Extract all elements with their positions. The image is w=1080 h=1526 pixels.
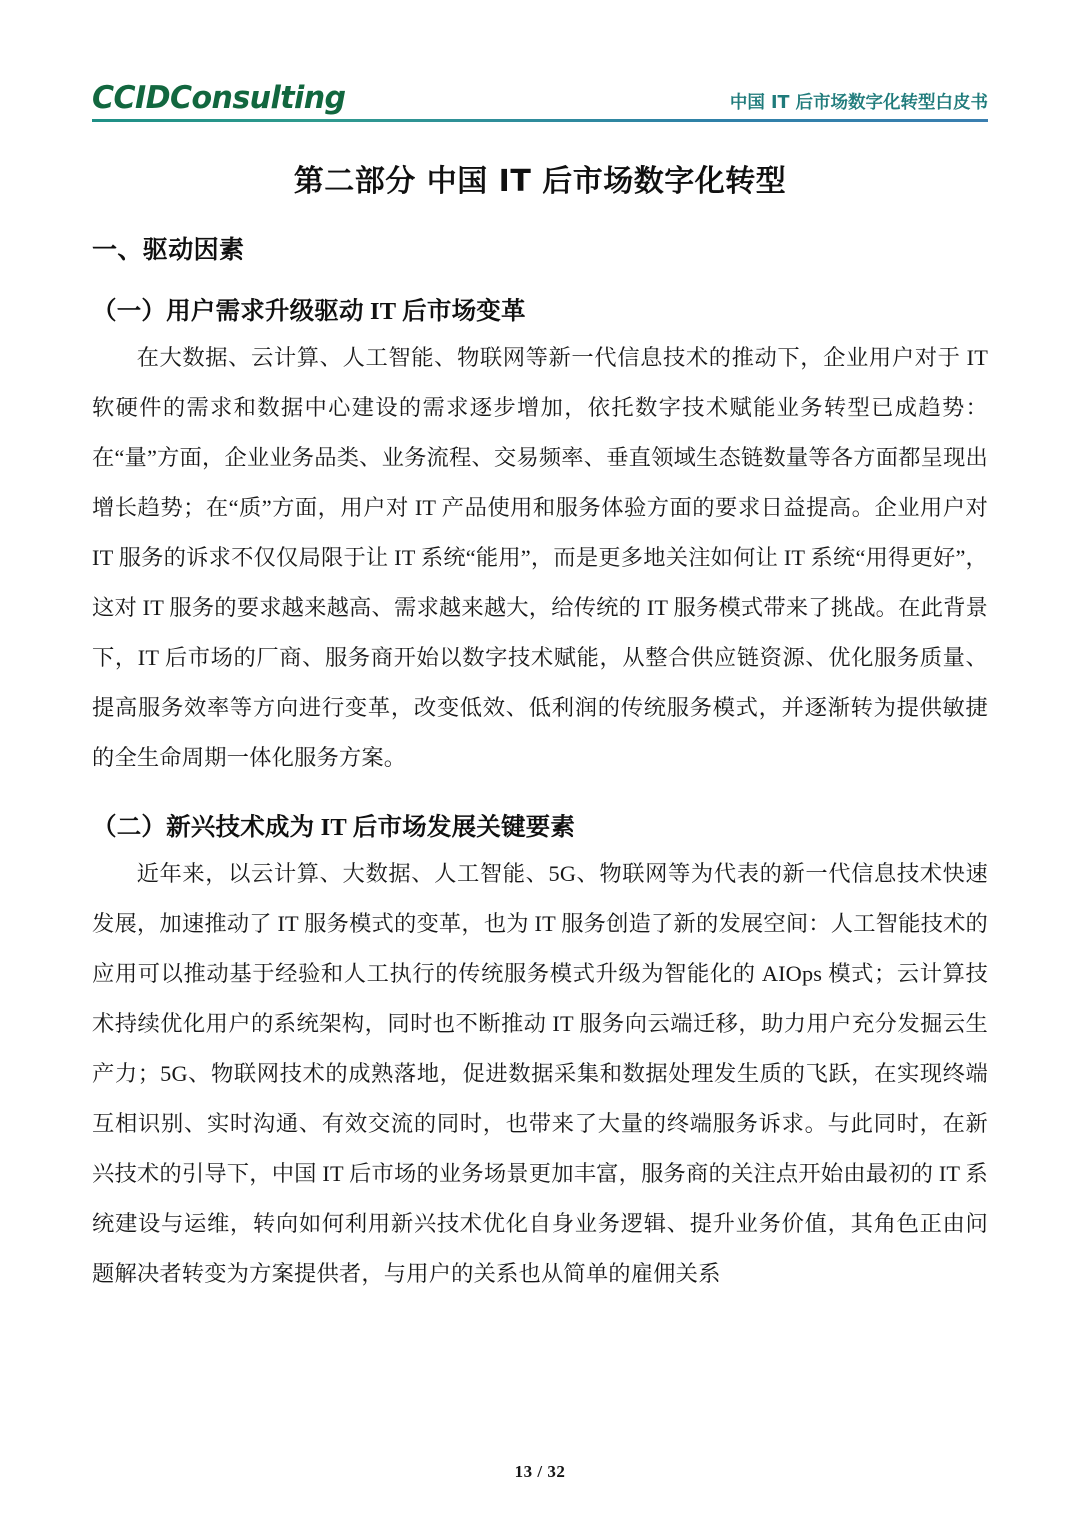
subsection-heading-1: （一）用户需求升级驱动 IT 后市场变革 bbox=[92, 297, 526, 325]
subsection-paragraph-2: 近年来，以云计算、大数据、人工智能、5G、物联网等为代表的新一代信息技术快速发展，加速推动了 IT 服务模式的变革，也为 IT 服务创造了新的发展空间：人工智能技术的应用可以推动基于经验和人工执行的传统服务模式升级为智能化的 AIOps 模式；云计算技术持续优化用户的系统架构，同时也不断推动 IT 服务向云端迁移，助力用户充分发掘云生产力；5G、物联网技术的成熟落地，促进数据采集和数据处理发生质的飞跃，在实现终端互相识别、实时沟通、有效交流的同时，也带来了大量的终端服务诉求。与此同时，在新兴技术的引导下，中国 IT 后市场的业务场景更加丰富，服务商的关注点开始由最初的 IT 系统建设与运维，转向如何利用新兴技术优化自身业务逻辑、提升业务价值，其角色正由问题解决者转变为方案提供者，与用户的关系也从简单的雇佣关系 bbox=[92, 861, 988, 1287]
page-number: 13 / 32 bbox=[514, 1462, 566, 1481]
header-document-title: 中国 IT 后市场数字化转型白皮书 bbox=[729, 92, 988, 113]
header-divider-rule bbox=[92, 119, 988, 122]
page-footer bbox=[0, 1462, 1080, 1482]
subsection-paragraph-1: 在大数据、云计算、人工智能、物联网等新一代信息技术的推动下，企业用户对于 IT 软硬件的需求和数据中心建设的需求逐步增加，依托数字技术赋能业务转型已成趋势：在“量”方面，企业业务品类、业务流程、交易频率、垂直领域生态链数量等各方面都呈现出增长趋势；在“质”方面，用户对 IT 产品使用和服务体验方面的要求日益提高。企业用户对 IT 服务的诉求不仅仅局限于让 IT 系统“能用”，而是更多地关注如何让 IT 系统“用得更好”，这对 IT 服务的要求越来越高、需求越来越大，给传统的 IT 服务模式带来了挑战。在此背景下，IT 后市场的厂商、服务商开始以数字技术赋能，从整合供应链资源、优化服务质量、提高服务效率等方向进行变革，改变低效、低利润的传统服务模式，并逐渐转为提供敏捷的全生命周期一体化服务方案。 bbox=[92, 345, 988, 771]
ccid-consulting-logo: CCIDConsulting bbox=[92, 80, 346, 116]
header-row bbox=[92, 62, 988, 114]
section-heading-drivers: 一、驱动因素 bbox=[92, 235, 245, 264]
page-header bbox=[92, 62, 988, 122]
subsection-heading-2: （二）新兴技术成为 IT 后市场发展关键要素 bbox=[92, 814, 576, 842]
page-title: 第二部分 中国 IT 后市场数字化转型 bbox=[293, 164, 787, 199]
document-content bbox=[92, 140, 988, 1299]
